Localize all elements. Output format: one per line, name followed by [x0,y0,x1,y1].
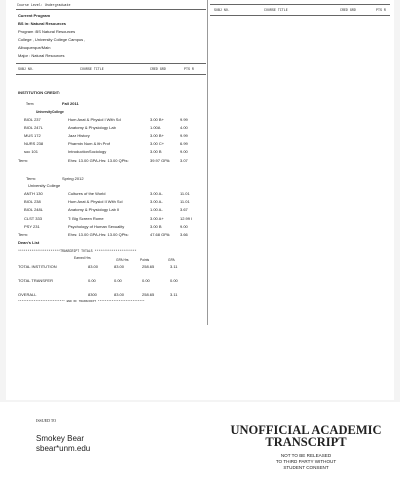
course-pts: 9.00 [180,224,188,229]
unofficial-title-line1: UNOFFICIAL ACADEMIC [230,423,382,437]
course-subj: soc 101 [24,149,39,154]
col-pts: PTS R [184,67,194,71]
student-name: Smokey Bear [36,434,85,443]
term-summary-gpa: 3.66 [180,232,188,237]
term-summary-hours: Ehrs: 13.00 GPA-Hrs: 13.00 QPts: [68,232,129,237]
term-summary-qpts: 47.68 GPA: [150,232,171,237]
totals-row-value: 258.65 [142,264,155,269]
course-cred: 1.00 A- [150,207,163,212]
term-summary-label: Term: [18,158,28,163]
term-summary-gpa: 3.07 [180,158,188,163]
course-title: Hum Anat & Physiol II With Scl [68,199,123,204]
totals-row-value: 3.11 [170,292,178,297]
term-college: UniversityCollege [36,110,64,114]
course-title: Pharmin Num & lth Prof [68,141,111,146]
totals-row-label: TOTAL TRANSFER [18,278,53,283]
col-cred-grd: CRED GRD [150,67,166,71]
course-pts: 11.01 [180,191,190,196]
transcript-footer [0,402,400,478]
term-name: Spring 2012 [62,176,84,181]
course-pts: 9.99 [180,133,188,138]
course-subj: BIOL 247L [24,125,43,130]
course-cred: 3.00 A+ [150,216,164,221]
deans-list: Dean's List [18,240,40,245]
term-summary-label: Term: [18,232,28,237]
college: College , University College Campus , [18,37,86,42]
course-cred: 3.00 C+ [150,141,165,146]
totals-row-value: 3.11 [170,264,178,269]
totals-row-value: 0.00 [88,278,96,283]
notice-line2: TO THIRD PARTY WITHOUT [275,459,337,464]
divider [210,15,390,16]
col-course-title: COURSE TITLE [80,67,104,71]
course-subj: BIOL 237 [24,117,41,122]
divider [16,9,206,10]
notice-line3: STUDENT CONSENT [283,465,329,470]
term-summary-qpts: 39.97 GPA: [150,158,171,163]
term-college: University College [28,183,61,188]
divider [210,4,390,5]
totals-row-label: TOTAL INSTITUTION [18,264,57,269]
totals-row-label: OVERALL [18,292,37,297]
totals-row-value: 0.00 [114,278,122,283]
course-title: Jazz History [68,133,90,138]
course-subj: BIOL 248L [24,207,43,212]
term-summary-hours: Ehrs: 13.00 GPA-Hrs: 13.00 QPts: [68,158,129,163]
totals-row-value: 0.00 [170,278,178,283]
location: Albuquerque/Main [18,45,51,50]
term-label: Term: [26,176,36,181]
right-col-course-title: COURSE TITLE [264,8,288,12]
course-title: Psychology of Human Sexuality [68,224,125,229]
totals-row-value: 0.00 [142,278,150,283]
right-col-pts: PTS R [376,8,386,12]
course-subj: MUS 172 [24,133,41,138]
course-cred: 3.00 B+ [150,133,164,138]
term-name: Fall 2011 [62,101,79,106]
right-col-cred-grd: CRED GRD [340,8,356,12]
course-title: Anatomy & Physiology Lab II [68,207,120,212]
course-subj: NURS 238 [24,141,44,146]
course-cred: 3.00 B [150,149,162,154]
totals-header-earned: Earned Hrs [74,256,91,260]
course-pts: 6.99 [180,141,188,146]
course-subj: ANTH 130 [24,191,43,196]
course-title: T: Big Screen Rome [68,216,104,221]
totals-row-value: 83.00 [114,264,125,269]
course-title: Hum Anat & Physiol I With Sd [68,117,121,122]
course-subj: BIOL 238 [24,199,41,204]
totals-header-points: Points [140,258,150,262]
course-pts: 4.00 [180,125,188,130]
right-col-subj-no: SUBJ NO. [214,8,230,12]
course-pts: 12.99 I [180,216,193,221]
totals-row-value: 258.65 [142,292,155,297]
course-cred: 3.00 B+ [150,117,164,122]
course-cred: 1.00A [150,125,161,130]
issued-to-label: ISSUED TO [36,418,57,423]
course-title: Anatomy & Physiology Lab [68,125,116,130]
unofficial-title-line2: TRANSCRIPT [265,435,347,449]
totals-header-gpa: GPA [168,258,175,262]
column-separator [207,0,208,325]
major: Major : Natural Resources [18,53,65,58]
totals-banner: **********************TRANSCRIPT TOTALS ********************** [18,249,137,253]
course-title: Cultures of the World [68,191,106,196]
course-cred: 3.00 A- [150,199,163,204]
transcript-page [6,0,394,400]
course-pts: 9.00 [180,149,188,154]
course-pts: 11.01 [180,199,190,204]
totals-row-value: 8300 [88,292,97,297]
totals-row-value: 83.00 [114,292,125,297]
degree: BS in: Natural Resources [18,21,67,26]
course-subj: CLST 333 [24,216,42,221]
col-subj-no: SUBJ NO. [18,67,34,71]
notice-line1: NOT TO BE RELEASED [280,453,332,458]
course-level: Course Level: Undergraduate [17,3,71,7]
totals-header-gpa-hrs: GPA Hrs [116,258,129,262]
course-subj: PSY 231 [24,224,40,229]
course-title: IntroductionSociology [68,149,107,154]
student-email: sbear*unm.edu [36,444,91,453]
divider [16,63,206,64]
end-of-transcript-banner: *************************** END OF TRANSCRIPT *************************** [18,300,145,303]
course-pts: 9.99 [180,117,188,122]
course-pts: 3.67 [180,207,188,212]
course-cred: 3.00 B [150,224,162,229]
totals-row-value: 83.00 [88,264,99,269]
divider [16,74,206,75]
term-label: Term: [26,102,35,106]
current-program-label: Current Program [18,13,51,18]
program: Program :BS Natural Resources [18,29,76,34]
institution-credit-heading: INSTITUTION CREDIT: [18,90,60,95]
course-cred: 3.00 A- [150,191,163,196]
